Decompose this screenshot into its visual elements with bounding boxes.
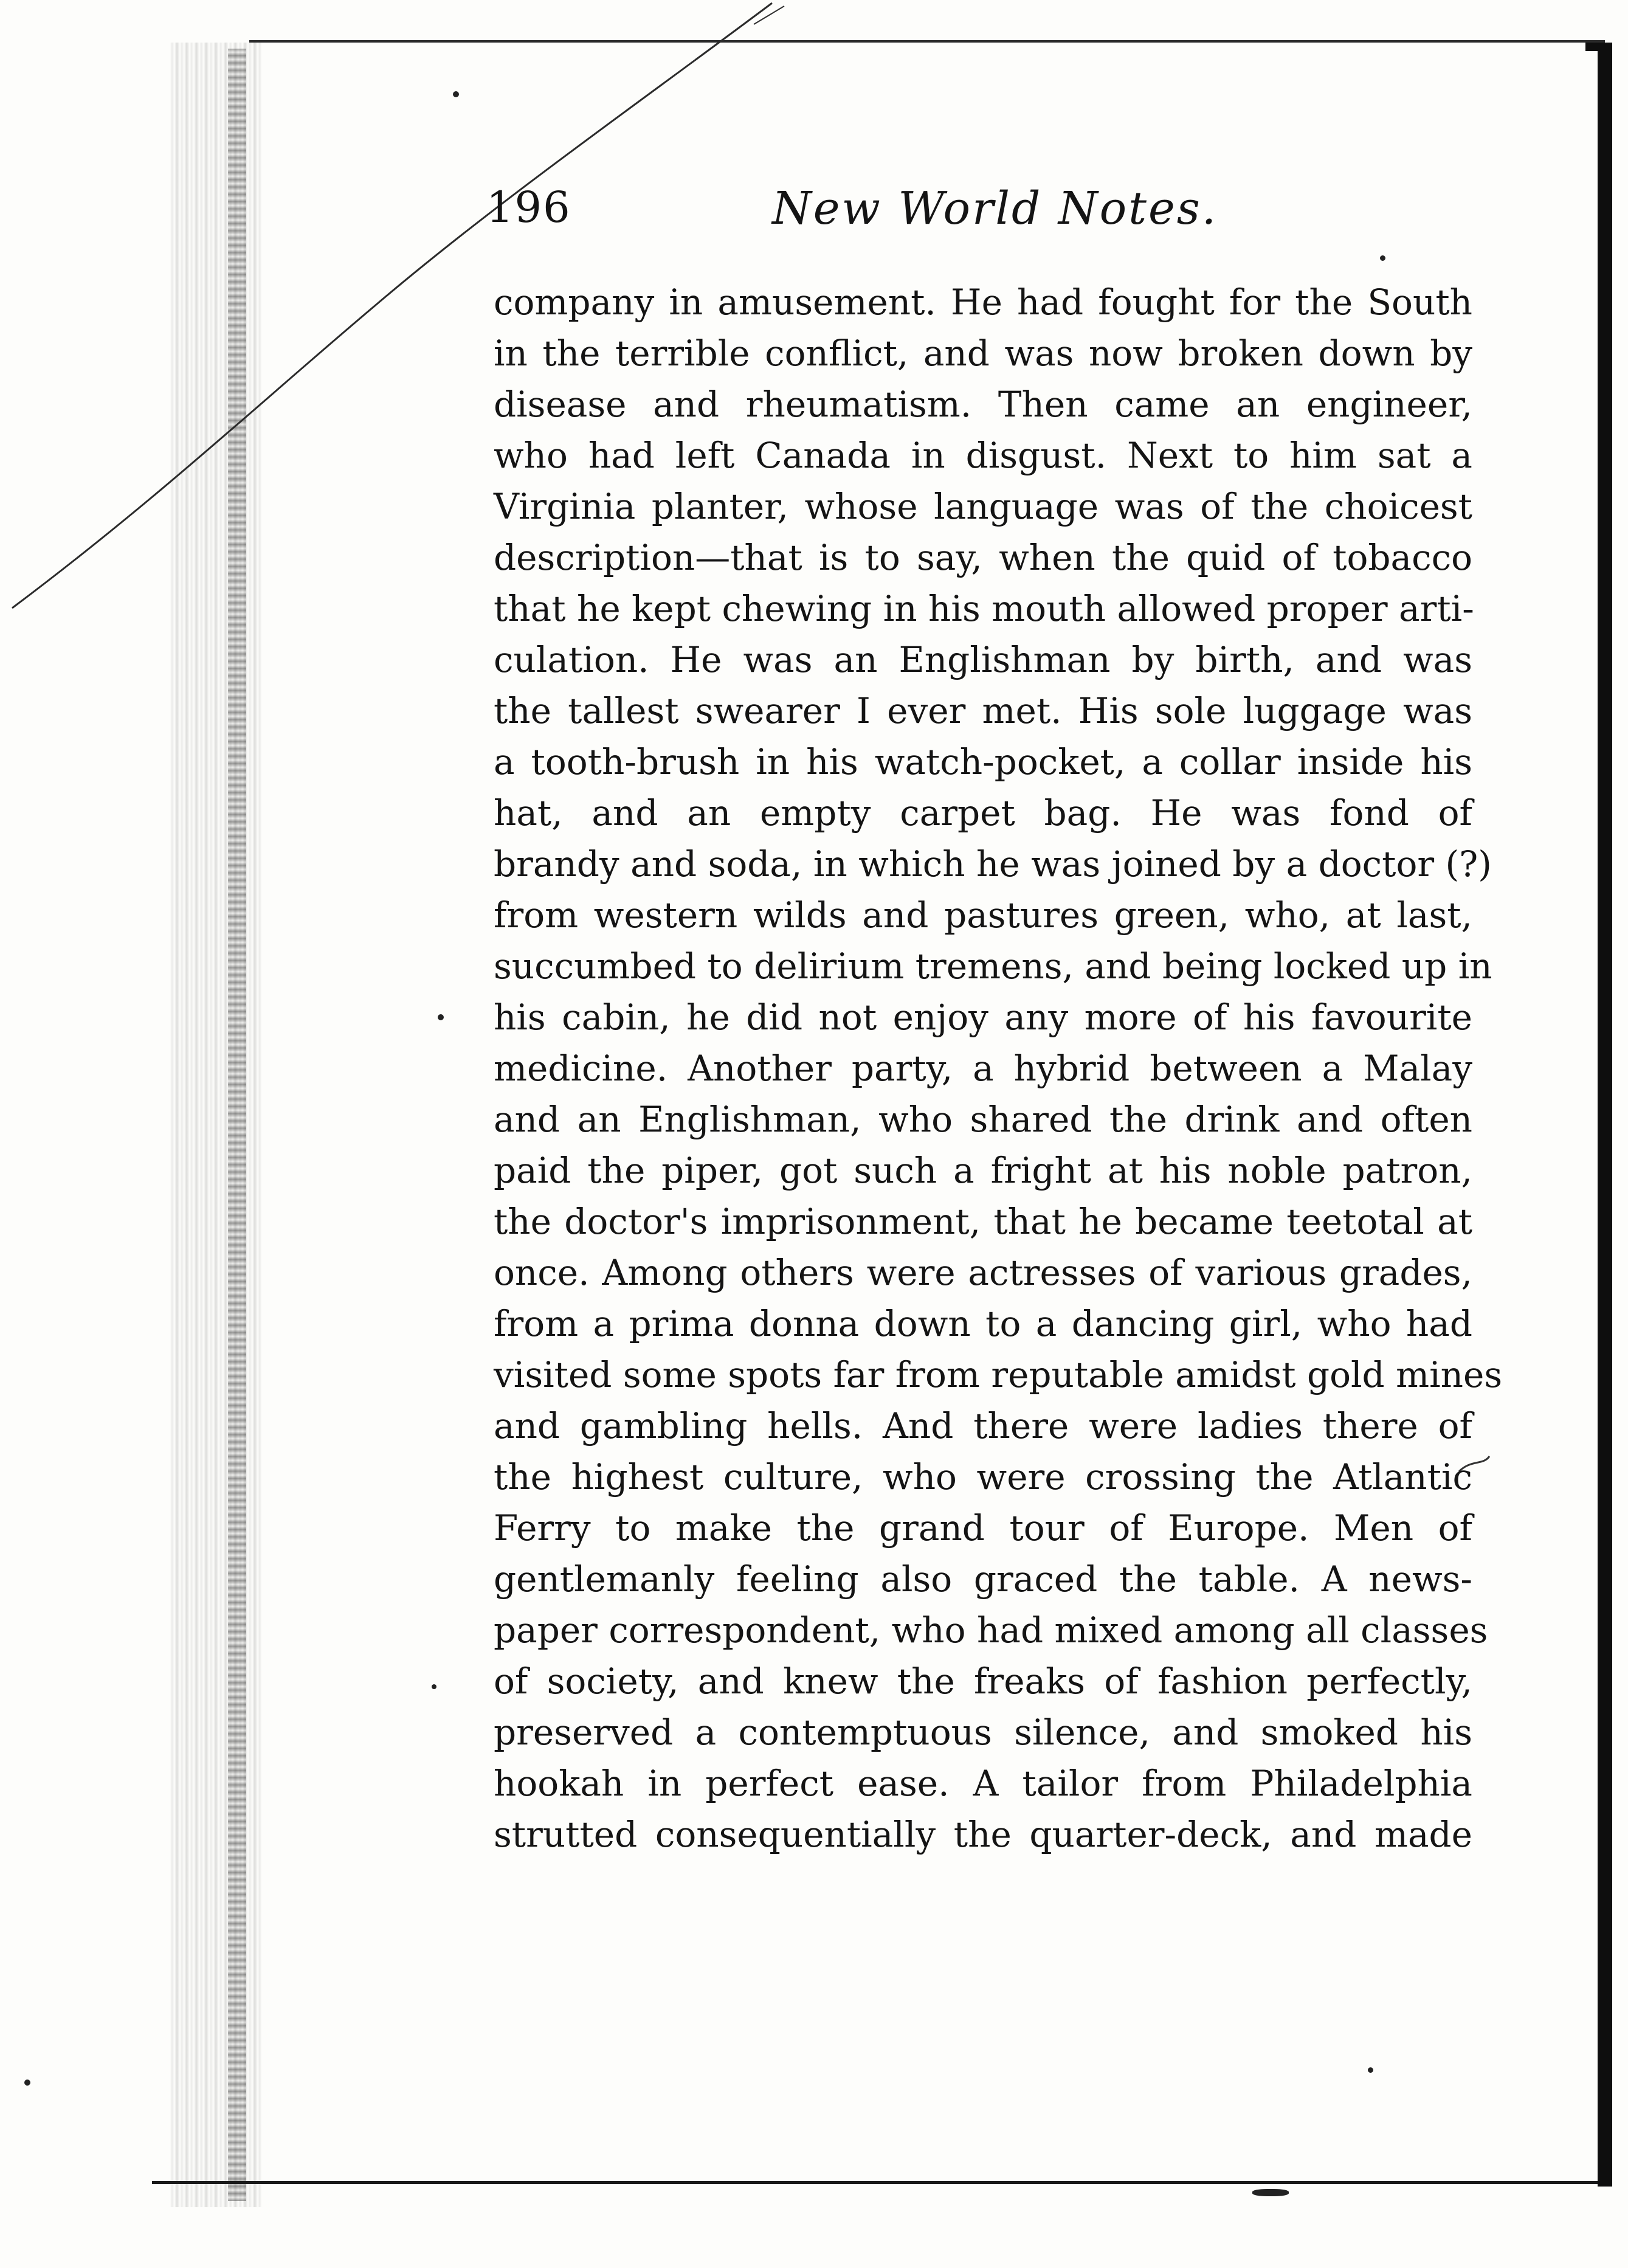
text-line: the highest culture, who were crossing the Atlantic	[494, 1456, 1472, 1498]
binding-gutter-edge	[228, 49, 246, 2201]
text-line: strutted consequentially the quarter-deck, and made	[494, 1814, 1472, 1855]
ink-speck	[24, 2080, 30, 2086]
text-line: hat, and an empty carpet bag. He was fond of	[494, 792, 1472, 834]
text-line: Virginia planter, whose language was of the choicest	[494, 486, 1472, 527]
text-line: paper correspondent, who had mixed among all classes	[494, 1609, 1488, 1651]
text-line: and an Englishman, who shared the drink and often	[494, 1099, 1472, 1140]
text-line: visited some spots far from reputable amidst gold mines	[494, 1354, 1503, 1395]
page-number: 196	[486, 182, 571, 232]
text-line: paid the piper, got such a fright at his noble patron,	[494, 1150, 1472, 1191]
ink-speck	[1252, 2189, 1289, 2196]
text-line: medicine. Another party, a hybrid between a Malay	[494, 1048, 1472, 1089]
right-page-edge	[1598, 46, 1612, 2187]
text-line: a tooth-brush in his watch-pocket, a collar inside his	[494, 741, 1472, 783]
text-line: the tallest swearer I ever met. His sole luggage was	[494, 690, 1472, 731]
ink-speck	[1380, 255, 1385, 261]
text-line: from a prima donna down to a dancing girl, who had	[494, 1303, 1472, 1344]
text-line: Ferry to make the grand tour of Europe. Men of	[494, 1507, 1472, 1549]
text-line: in the terrible conflict, and was now broken down by	[494, 333, 1472, 374]
ink-speck	[438, 1014, 444, 1020]
ink-speck	[1368, 2067, 1373, 2073]
text-line: his cabin, he did not enjoy any more of his favourite	[494, 997, 1472, 1038]
text-line: gentlemanly feeling also graced the table. A news-	[494, 1558, 1472, 1600]
text-line: once. Among others were actresses of various grades,	[494, 1252, 1472, 1293]
text-line: company in amusement. He had fought for the South	[494, 282, 1472, 323]
text-line: description—that is to say, when the quid of tobacco	[494, 537, 1472, 578]
text-line: preserved a contemptuous silence, and smoked his	[494, 1712, 1472, 1753]
body-paragraph	[494, 277, 1503, 1860]
text-line: and gambling hells. And there were ladies there of	[494, 1405, 1472, 1447]
text-line: brandy and soda, in which he was joined by a doctor (?)	[494, 843, 1492, 885]
page-header	[486, 176, 1471, 249]
running-title: New World Notes.	[772, 182, 1218, 235]
text-line: of society, and knew the freaks of fashion perfectly,	[494, 1661, 1472, 1702]
text-line: disease and rheumatism. Then came an engineer,	[494, 384, 1472, 425]
text-line: succumbed to delirium tremens, and being locked up in	[494, 946, 1492, 987]
text-line: from western wilds and pastures green, who, at last,	[494, 894, 1472, 936]
text-line: the doctor's imprisonment, that he became teetotal at	[494, 1201, 1472, 1242]
binding-gutter-shadow	[170, 43, 261, 2207]
bottom-page-edge	[152, 2181, 1611, 2184]
text-line: hookah in perfect ease. A tailor from Philadelphia	[494, 1763, 1472, 1804]
ink-speck	[432, 1684, 436, 1689]
top-page-edge	[249, 40, 1605, 43]
text-line: that he kept chewing in his mouth allowed proper arti-	[494, 588, 1474, 629]
ink-speck	[453, 91, 459, 97]
text-line: culation. He was an Englishman by birth, and was	[494, 639, 1472, 680]
text-line: who had left Canada in disgust. Next to him sat a	[494, 435, 1472, 476]
